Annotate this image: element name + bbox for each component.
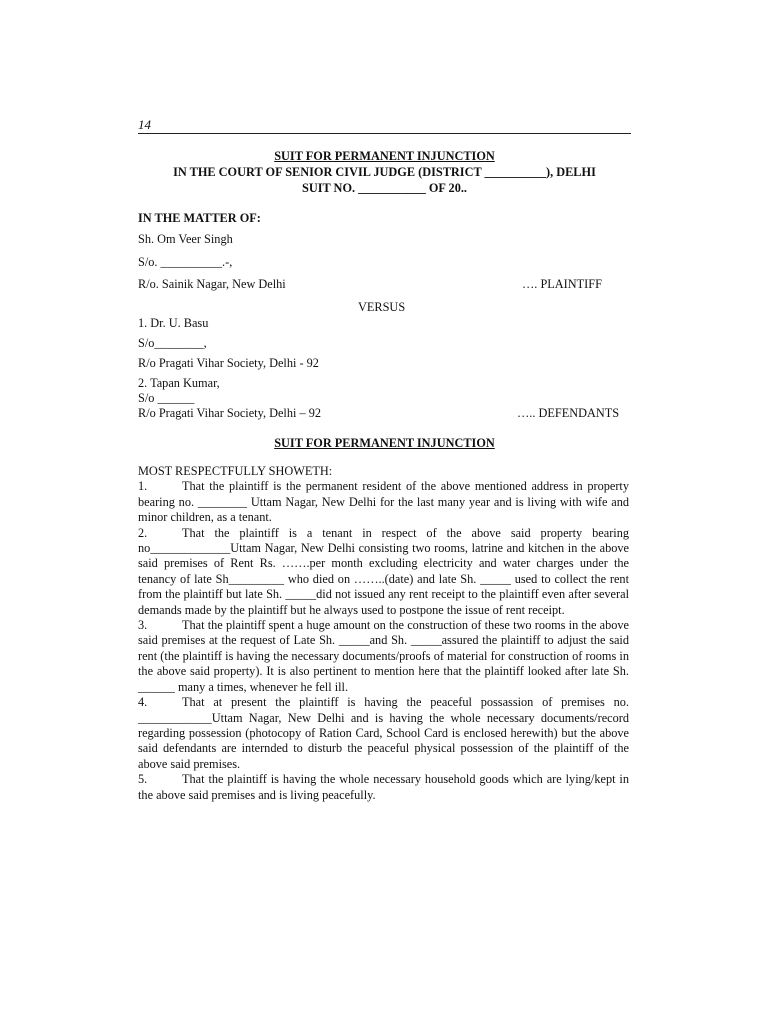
plaintiff-name: Sh. Om Veer Singh — [138, 232, 233, 246]
section-title: SUIT FOR PERMANENT INJUNCTION — [274, 436, 495, 450]
showeth-heading: MOST RESPECTFULLY SHOWETH: — [138, 464, 333, 478]
plaintiff-address: R/o. Sainik Nagar, New Delhi — [138, 277, 286, 291]
paragraph-number: 5. — [138, 772, 148, 787]
court-line: IN THE COURT OF SENIOR CIVIL JUDGE (DISTRICT __________), DELHI — [173, 165, 596, 179]
versus-label: VERSUS — [358, 300, 406, 314]
defendant-2-name: 2. Tapan Kumar, — [138, 376, 220, 390]
defendant-2-address: R/o Pragati Vihar Society, Delhi – 92 — [138, 406, 322, 420]
paragraph-3 — [138, 618, 629, 695]
defendant-1-name: 1. Dr. U. Basu — [138, 316, 209, 330]
paragraph-text: That at present the plaintiff is having the peaceful possassion of premises no. ____________Uttam Nagar, New Delhi and is having the whole necessary documents/record regarding possession (photocopy of Ration Card, School Card is enclosed herewith) but the above said defendants are internded to disturb the peaceful physical possession of the plaintiff of the above said premises. — [138, 695, 629, 771]
paragraph-2 — [138, 526, 629, 618]
paragraph-text: That the plaintiff spent a huge amount on the construction of these two rooms in the above said premises at the request of Late Sh. _____and Sh. _____assured the plaintiff to adjust the said rent (the plaintiff is having the necessary documents/proofs of material for construction of rooms in the above said property). It is also pertinent to mention here that the plaintiff looked after late Sh. ______ many a times, whenever he fell ill. — [138, 618, 629, 694]
defendants-tag: ….. DEFENDANTS — [517, 406, 620, 420]
paragraph-1 — [138, 479, 629, 525]
paragraph-5 — [138, 772, 629, 803]
plaintiff-son-of: S/o. __________.-, — [138, 255, 233, 269]
defendant-1-address: R/o Pragati Vihar Society, Delhi - 92 — [138, 356, 319, 370]
paragraph-number: 3. — [138, 618, 148, 633]
paragraph-4 — [138, 695, 629, 772]
defendant-1-son-of: S/o________, — [138, 336, 207, 350]
paragraph-text: That the plaintiff is a tenant in respect of the above said property bearing no_____________Uttam Nagar, New Delhi consisting two rooms, latrine and kitchen in the above said premises of Rent Rs. …….per month excluding electricity and water charges under the tenancy of late Sh_________ who died on ……..(date) and late Sh. _____ used to collect the rent from the plaintiff but late Sh. _____did not issued any rent receipt to the plaintiff even after several demands made by the plaintiff but he always used to postpone the issue of rent receipt. — [138, 525, 629, 617]
paragraph-text: That the plaintiff is having the whole necessary household goods which are lying/kept in the above said premises and is living peacefully. — [138, 772, 629, 802]
header-rule — [138, 133, 631, 134]
paragraph-number: 2. — [138, 525, 148, 540]
document-title: SUIT FOR PERMANENT INJUNCTION — [274, 149, 495, 163]
paragraph-number: 4. — [138, 695, 148, 710]
page-number: 14 — [138, 117, 151, 132]
paragraph-text: That the plaintiff is the permanent resident of the above mentioned address in property bearing no. ________ Uttam Nagar, New Delhi for the last many year and is living with wife and minor children, as a tenant. — [138, 479, 629, 525]
suit-number-line: SUIT NO. ___________ OF 20.. — [302, 181, 467, 195]
plaintiff-tag: …. PLAINTIFF — [522, 277, 602, 291]
document-body — [138, 464, 629, 803]
defendant-2-son-of: S/o ______ — [138, 391, 195, 405]
matter-heading: IN THE MATTER OF: — [138, 211, 261, 225]
paragraph-number: 1. — [138, 479, 148, 494]
